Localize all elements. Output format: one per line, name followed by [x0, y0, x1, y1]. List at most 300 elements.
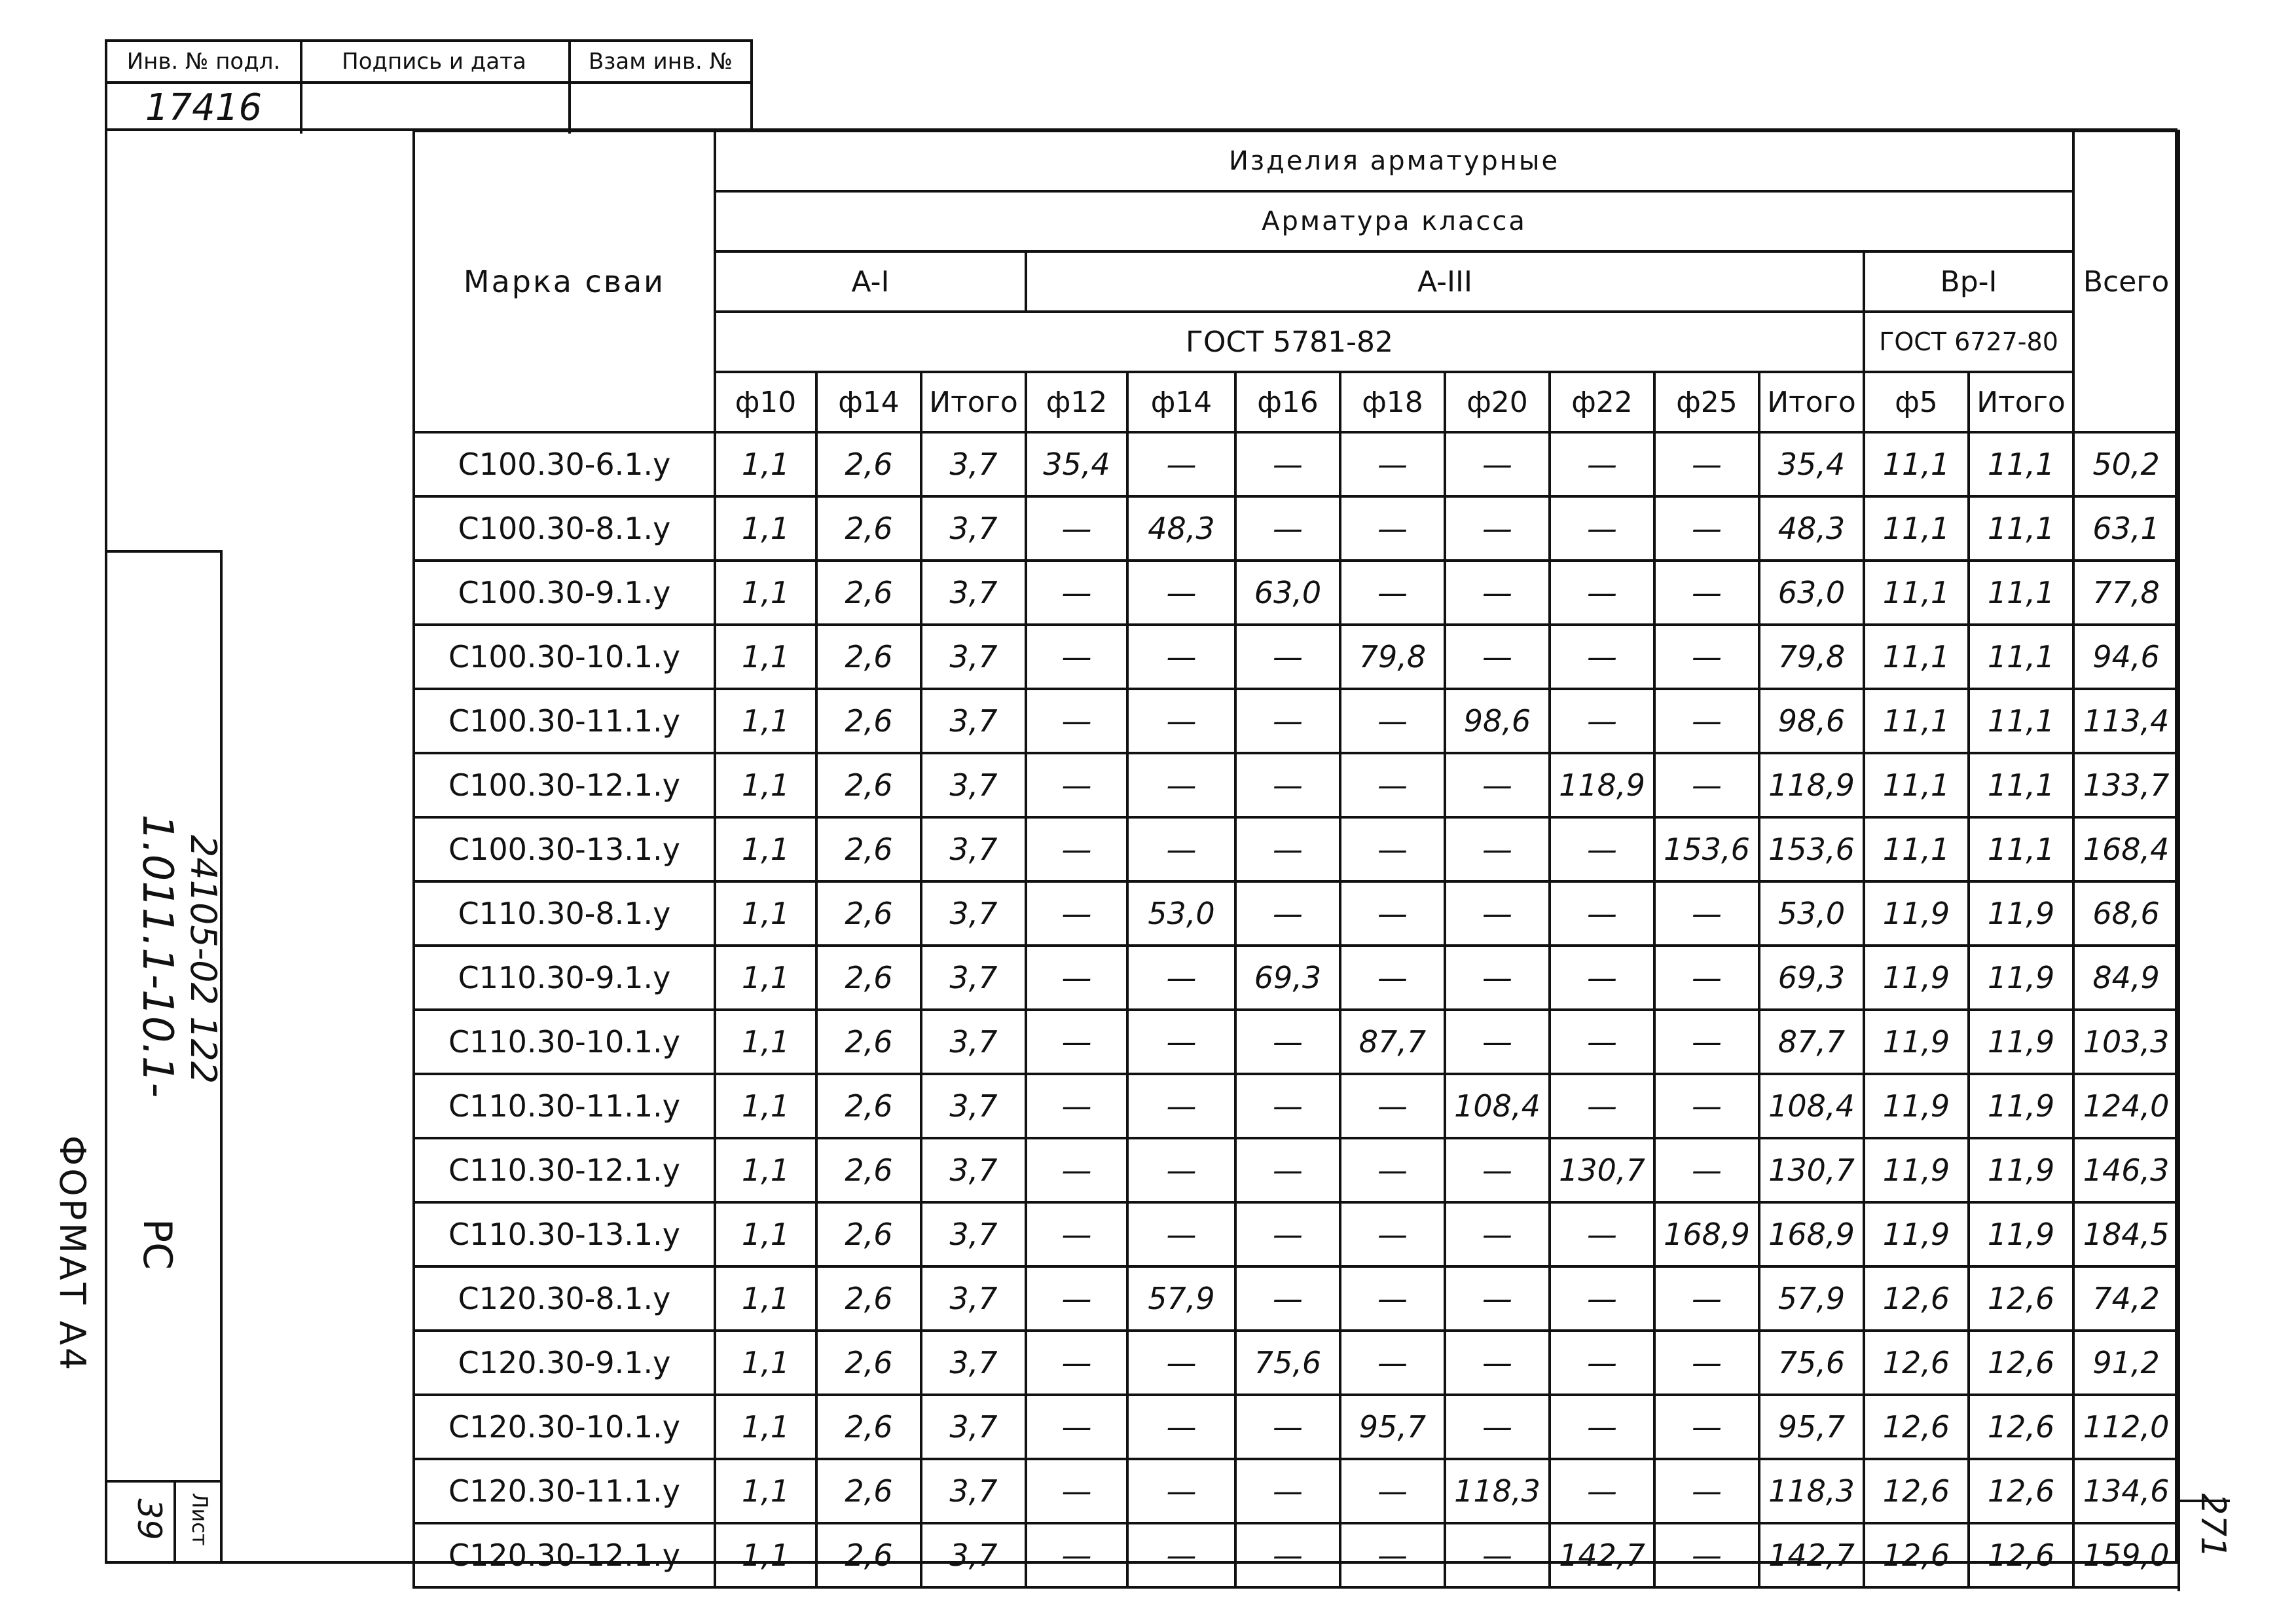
value-cell: —: [1654, 1074, 1759, 1138]
value-cell: 11,1: [1969, 753, 2073, 817]
value-cell: 2,6: [816, 432, 921, 496]
value-cell: —: [1340, 1202, 1445, 1266]
value-cell: —: [1340, 946, 1445, 1010]
value-cell: 1,1: [715, 881, 816, 946]
pile-mark-cell: С120.30-10.1.у: [414, 1395, 715, 1459]
value-cell: —: [1026, 753, 1127, 817]
stamp-replacement-value: [568, 81, 753, 134]
table-row: [414, 1266, 2179, 1331]
value-cell: 11,1: [1969, 496, 2073, 561]
table-row: [414, 1331, 2179, 1395]
table-row: [414, 753, 2179, 817]
pile-mark-cell: С110.30-11.1.у: [414, 1074, 715, 1138]
value-cell: —: [1445, 881, 1550, 946]
pile-mark-cell: С120.30-9.1.у: [414, 1331, 715, 1395]
value-cell: 12,6: [1969, 1266, 2073, 1331]
value-cell: —: [1026, 1010, 1127, 1074]
value-cell: —: [1235, 1138, 1340, 1202]
value-cell: —: [1127, 1523, 1235, 1587]
value-cell: —: [1654, 1138, 1759, 1202]
value-cell: 3,7: [921, 1459, 1026, 1523]
value-cell: 2,6: [816, 1266, 921, 1331]
value-cell: —: [1235, 1010, 1340, 1074]
value-cell: —: [1235, 496, 1340, 561]
table-row: [414, 561, 2179, 625]
value-cell: 12,6: [1864, 1523, 1969, 1587]
value-cell: —: [1340, 1331, 1445, 1395]
value-cell: —: [1445, 1266, 1550, 1331]
value-cell: 94,6: [2073, 625, 2179, 689]
pile-mark-cell: С100.30-8.1.у: [414, 496, 715, 561]
value-cell: —: [1654, 1331, 1759, 1395]
value-cell: 118,3: [1445, 1459, 1550, 1523]
value-cell: 3,7: [921, 881, 1026, 946]
value-cell: —: [1445, 1523, 1550, 1587]
value-cell: —: [1550, 496, 1654, 561]
value-cell: 12,6: [1969, 1459, 2073, 1523]
value-cell: 12,6: [1969, 1523, 2073, 1587]
value-cell: —: [1654, 1459, 1759, 1523]
header-pile-brand: Марка сваи: [414, 131, 715, 432]
value-cell: 35,4: [1759, 432, 1864, 496]
stamp-header-inv-number: Инв. № подл.: [107, 42, 302, 84]
value-cell: —: [1026, 625, 1127, 689]
value-cell: 11,9: [1864, 1010, 1969, 1074]
value-cell: 63,0: [1235, 561, 1340, 625]
value-cell: —: [1026, 1395, 1127, 1459]
value-cell: —: [1340, 1138, 1445, 1202]
value-cell: —: [1445, 1010, 1550, 1074]
value-cell: —: [1550, 432, 1654, 496]
value-cell: 48,3: [1127, 496, 1235, 561]
value-cell: 11,9: [1864, 946, 1969, 1010]
table-row: [414, 625, 2179, 689]
table-row: [414, 817, 2179, 881]
value-cell: 153,6: [1759, 817, 1864, 881]
value-cell: 63,0: [1759, 561, 1864, 625]
value-cell: 77,8: [2073, 561, 2179, 625]
value-cell: —: [1654, 561, 1759, 625]
value-cell: 11,1: [1969, 625, 2073, 689]
pile-mark-cell: С100.30-12.1.у: [414, 753, 715, 817]
value-cell: 130,7: [1550, 1138, 1654, 1202]
value-cell: 84,9: [2073, 946, 2179, 1010]
value-cell: —: [1654, 881, 1759, 946]
value-cell: —: [1445, 1138, 1550, 1202]
value-cell: 11,1: [1969, 817, 2073, 881]
value-cell: —: [1654, 753, 1759, 817]
value-cell: 2,6: [816, 496, 921, 561]
value-cell: —: [1026, 1138, 1127, 1202]
value-cell: 79,8: [1759, 625, 1864, 689]
value-cell: —: [1127, 1138, 1235, 1202]
approval-stamp: [105, 39, 753, 131]
value-cell: 75,6: [1759, 1331, 1864, 1395]
value-cell: —: [1550, 625, 1654, 689]
subheader-1: ф14: [816, 372, 921, 432]
value-cell: 2,6: [816, 1010, 921, 1074]
value-cell: 2,6: [816, 1459, 921, 1523]
value-cell: —: [1654, 496, 1759, 561]
value-cell: 3,7: [921, 946, 1026, 1010]
value-cell: 98,6: [1445, 689, 1550, 753]
value-cell: 12,6: [1864, 1459, 1969, 1523]
value-cell: 12,6: [1969, 1331, 2073, 1395]
header-class-a3: A-III: [1026, 251, 1864, 312]
value-cell: 168,4: [2073, 817, 2179, 881]
value-cell: 11,9: [1969, 946, 2073, 1010]
subheader-8: ф22: [1550, 372, 1654, 432]
table-row: [414, 1074, 2179, 1138]
table-row: [414, 1010, 2179, 1074]
value-cell: 1,1: [715, 432, 816, 496]
value-cell: —: [1340, 689, 1445, 753]
value-cell: —: [1235, 1202, 1340, 1266]
value-cell: —: [1127, 561, 1235, 625]
value-cell: 3,7: [921, 1138, 1026, 1202]
value-cell: 11,1: [1864, 432, 1969, 496]
table-row: [414, 1202, 2179, 1266]
value-cell: 3,7: [921, 689, 1026, 753]
value-cell: 2,6: [816, 1202, 921, 1266]
value-cell: —: [1445, 496, 1550, 561]
value-cell: 153,6: [1654, 817, 1759, 881]
value-cell: 98,6: [1759, 689, 1864, 753]
value-cell: 168,9: [1654, 1202, 1759, 1266]
value-cell: —: [1550, 881, 1654, 946]
value-cell: —: [1235, 1395, 1340, 1459]
value-cell: —: [1340, 753, 1445, 817]
subheader-2: Итого: [921, 372, 1026, 432]
stamp-header-signature-date: Подпись и дата: [300, 42, 571, 84]
value-cell: —: [1026, 1266, 1127, 1331]
value-cell: 108,4: [1759, 1074, 1864, 1138]
value-cell: —: [1026, 1523, 1127, 1587]
value-cell: 2,6: [816, 946, 921, 1010]
table-row: [414, 1138, 2179, 1202]
value-cell: 11,1: [1864, 689, 1969, 753]
header-gost-5781: ГОСТ 5781-82: [715, 312, 1864, 372]
strip-divider: [105, 1480, 223, 1483]
value-cell: 57,9: [1127, 1266, 1235, 1331]
value-cell: 134,6: [2073, 1459, 2179, 1523]
value-cell: 11,1: [1864, 817, 1969, 881]
value-cell: —: [1235, 753, 1340, 817]
table-row: [414, 1523, 2179, 1587]
value-cell: 103,3: [2073, 1010, 2179, 1074]
value-cell: —: [1445, 817, 1550, 881]
value-cell: 11,9: [1969, 881, 2073, 946]
value-cell: 95,7: [1340, 1395, 1445, 1459]
value-cell: —: [1026, 1331, 1127, 1395]
value-cell: —: [1026, 561, 1127, 625]
value-cell: —: [1445, 432, 1550, 496]
header-reinforcement-class: Арматура класса: [715, 191, 2073, 251]
value-cell: 1,1: [715, 1202, 816, 1266]
value-cell: —: [1340, 432, 1445, 496]
value-cell: —: [1445, 1395, 1550, 1459]
pile-mark-cell: С120.30-8.1.у: [414, 1266, 715, 1331]
value-cell: —: [1550, 1331, 1654, 1395]
header-class-a1: A-I: [715, 251, 1026, 312]
value-cell: 35,4: [1026, 432, 1127, 496]
value-cell: 1,1: [715, 1459, 816, 1523]
stamp-inv-number-value: 17416: [107, 81, 302, 134]
value-cell: 1,1: [715, 1266, 816, 1331]
value-cell: —: [1235, 1266, 1340, 1331]
value-cell: —: [1654, 689, 1759, 753]
value-cell: 1,1: [715, 817, 816, 881]
value-cell: —: [1340, 561, 1445, 625]
table-row: [414, 432, 2179, 496]
value-cell: 11,9: [1969, 1074, 2073, 1138]
value-cell: 2,6: [816, 1074, 921, 1138]
header-gost-6727: ГОСТ 6727-80: [1864, 312, 2073, 372]
value-cell: —: [1340, 1074, 1445, 1138]
value-cell: 1,1: [715, 561, 816, 625]
value-cell: —: [1340, 1523, 1445, 1587]
value-cell: 1,1: [715, 1523, 816, 1587]
value-cell: 53,0: [1127, 881, 1235, 946]
subheader-4: ф14: [1127, 372, 1235, 432]
value-cell: —: [1026, 1202, 1127, 1266]
value-cell: 2,6: [816, 1395, 921, 1459]
value-cell: 11,1: [1864, 496, 1969, 561]
table-row: [414, 946, 2179, 1010]
value-cell: —: [1654, 625, 1759, 689]
value-cell: 11,1: [1864, 753, 1969, 817]
value-cell: 3,7: [921, 1266, 1026, 1331]
value-cell: —: [1340, 817, 1445, 881]
pile-mark-cell: С110.30-8.1.у: [414, 881, 715, 946]
value-cell: 3,7: [921, 496, 1026, 561]
value-cell: —: [1235, 1459, 1340, 1523]
value-cell: —: [1654, 1523, 1759, 1587]
value-cell: 63,1: [2073, 496, 2179, 561]
table-row: [414, 496, 2179, 561]
value-cell: —: [1127, 1202, 1235, 1266]
value-cell: —: [1127, 625, 1235, 689]
value-cell: 3,7: [921, 817, 1026, 881]
value-cell: —: [1550, 946, 1654, 1010]
pile-mark-cell: С100.30-6.1.у: [414, 432, 715, 496]
value-cell: —: [1445, 1331, 1550, 1395]
value-cell: —: [1127, 432, 1235, 496]
value-cell: —: [1235, 689, 1340, 753]
page-number: 271: [2193, 1493, 2232, 1559]
table-row: [414, 1395, 2179, 1459]
value-cell: 11,9: [1864, 881, 1969, 946]
value-cell: 124,0: [2073, 1074, 2179, 1138]
value-cell: 146,3: [2073, 1138, 2179, 1202]
value-cell: 2,6: [816, 689, 921, 753]
header-reinforcement-products: Изделия арматурные: [715, 131, 2073, 191]
value-cell: 1,1: [715, 496, 816, 561]
value-cell: 118,9: [1550, 753, 1654, 817]
value-cell: —: [1340, 496, 1445, 561]
value-cell: 11,9: [1969, 1202, 2073, 1266]
sheet-number: 39: [130, 1498, 168, 1540]
value-cell: —: [1235, 881, 1340, 946]
value-cell: 91,2: [2073, 1331, 2179, 1395]
value-cell: 11,9: [1864, 1202, 1969, 1266]
subheader-0: ф10: [715, 372, 816, 432]
value-cell: —: [1654, 432, 1759, 496]
value-cell: —: [1235, 1074, 1340, 1138]
value-cell: 2,6: [816, 1138, 921, 1202]
value-cell: —: [1445, 946, 1550, 1010]
value-cell: —: [1026, 946, 1127, 1010]
value-cell: —: [1550, 561, 1654, 625]
value-cell: 11,9: [1969, 1010, 2073, 1074]
pile-mark-cell: С100.30-13.1.у: [414, 817, 715, 881]
value-cell: 11,1: [1969, 561, 2073, 625]
stamp-header-replacement-inv: Взам инв. №: [568, 42, 753, 84]
value-cell: 95,7: [1759, 1395, 1864, 1459]
value-cell: 3,7: [921, 561, 1026, 625]
value-cell: 53,0: [1759, 881, 1864, 946]
series-designation: 1.011.1-10.1-: [133, 814, 181, 1098]
value-cell: —: [1127, 753, 1235, 817]
value-cell: 79,8: [1340, 625, 1445, 689]
subheader-7: ф20: [1445, 372, 1550, 432]
value-cell: 87,7: [1340, 1010, 1445, 1074]
value-cell: —: [1654, 1010, 1759, 1074]
value-cell: 11,1: [1969, 689, 2073, 753]
value-cell: —: [1550, 689, 1654, 753]
value-cell: 1,1: [715, 753, 816, 817]
value-cell: 74,2: [2073, 1266, 2179, 1331]
value-cell: 1,1: [715, 1395, 816, 1459]
pile-mark-cell: С100.30-10.1.у: [414, 625, 715, 689]
value-cell: —: [1127, 1331, 1235, 1395]
value-cell: 11,1: [1969, 432, 2073, 496]
value-cell: 75,6: [1235, 1331, 1340, 1395]
subheader-6: ф18: [1340, 372, 1445, 432]
header-total: Всего: [2073, 131, 2179, 432]
value-cell: 3,7: [921, 625, 1026, 689]
pile-mark-cell: С120.30-12.1.у: [414, 1523, 715, 1587]
value-cell: —: [1445, 753, 1550, 817]
value-cell: —: [1026, 817, 1127, 881]
value-cell: 2,6: [816, 753, 921, 817]
format-label: ФОРМАТ А4: [52, 1135, 93, 1373]
value-cell: —: [1445, 561, 1550, 625]
value-cell: —: [1445, 1202, 1550, 1266]
value-cell: 11,1: [1864, 561, 1969, 625]
value-cell: —: [1340, 1459, 1445, 1523]
value-cell: —: [1026, 1459, 1127, 1523]
value-cell: 3,7: [921, 1331, 1026, 1395]
subheader-9: ф25: [1654, 372, 1759, 432]
value-cell: 68,6: [2073, 881, 2179, 946]
strip-sheet-divider: [173, 1480, 176, 1564]
value-cell: 2,6: [816, 881, 921, 946]
value-cell: —: [1235, 1523, 1340, 1587]
value-cell: 12,6: [1864, 1395, 1969, 1459]
value-cell: 69,3: [1235, 946, 1340, 1010]
value-cell: 2,6: [816, 1331, 921, 1395]
value-cell: 3,7: [921, 1074, 1026, 1138]
value-cell: 118,9: [1759, 753, 1864, 817]
subheader-11: ф5: [1864, 372, 1969, 432]
value-cell: 12,6: [1864, 1331, 1969, 1395]
value-cell: 130,7: [1759, 1138, 1864, 1202]
value-cell: 2,6: [816, 625, 921, 689]
value-cell: 2,6: [816, 561, 921, 625]
value-cell: —: [1654, 1266, 1759, 1331]
value-cell: 142,7: [1550, 1523, 1654, 1587]
value-cell: —: [1235, 625, 1340, 689]
value-cell: —: [1026, 1074, 1127, 1138]
value-cell: 3,7: [921, 432, 1026, 496]
value-cell: 2,6: [816, 1523, 921, 1587]
value-cell: 1,1: [715, 1331, 816, 1395]
value-cell: 11,9: [1969, 1138, 2073, 1202]
value-cell: —: [1340, 881, 1445, 946]
value-cell: 57,9: [1759, 1266, 1864, 1331]
value-cell: —: [1654, 1395, 1759, 1459]
value-cell: —: [1127, 817, 1235, 881]
value-cell: 11,9: [1864, 1138, 1969, 1202]
value-cell: —: [1235, 817, 1340, 881]
pile-mark-cell: С110.30-9.1.у: [414, 946, 715, 1010]
value-cell: 118,3: [1759, 1459, 1864, 1523]
value-cell: —: [1550, 1074, 1654, 1138]
value-cell: —: [1654, 946, 1759, 1010]
stamp-signature-value: [300, 81, 571, 134]
value-cell: 11,9: [1864, 1074, 1969, 1138]
pile-mark-cell: С110.30-12.1.у: [414, 1138, 715, 1202]
value-cell: 87,7: [1759, 1010, 1864, 1074]
archive-code: 24105-02 122: [183, 834, 224, 1084]
value-cell: —: [1026, 496, 1127, 561]
value-cell: 48,3: [1759, 496, 1864, 561]
value-cell: —: [1127, 1395, 1235, 1459]
subheader-5: ф16: [1235, 372, 1340, 432]
pile-mark-cell: С120.30-11.1.у: [414, 1459, 715, 1523]
value-cell: 1,1: [715, 1074, 816, 1138]
value-cell: —: [1550, 1010, 1654, 1074]
value-cell: 50,2: [2073, 432, 2179, 496]
value-cell: —: [1550, 1202, 1654, 1266]
value-cell: 3,7: [921, 1395, 1026, 1459]
value-cell: 133,7: [2073, 753, 2179, 817]
subheader-10: Итого: [1759, 372, 1864, 432]
pile-mark-cell: С100.30-9.1.у: [414, 561, 715, 625]
value-cell: —: [1550, 817, 1654, 881]
value-cell: 159,0: [2073, 1523, 2179, 1587]
value-cell: —: [1127, 1459, 1235, 1523]
value-cell: 142,7: [1759, 1523, 1864, 1587]
value-cell: 1,1: [715, 689, 816, 753]
table-row: [414, 1459, 2179, 1523]
value-cell: —: [1550, 1395, 1654, 1459]
value-cell: —: [1235, 432, 1340, 496]
value-cell: —: [1127, 1074, 1235, 1138]
pile-mark-cell: С110.30-10.1.у: [414, 1010, 715, 1074]
subheader-3: ф12: [1026, 372, 1127, 432]
value-cell: —: [1550, 1459, 1654, 1523]
value-cell: 2,6: [816, 817, 921, 881]
value-cell: 113,4: [2073, 689, 2179, 753]
value-cell: 1,1: [715, 1010, 816, 1074]
value-cell: 11,1: [1864, 625, 1969, 689]
value-cell: —: [1340, 1266, 1445, 1331]
value-cell: 168,9: [1759, 1202, 1864, 1266]
value-cell: —: [1550, 1266, 1654, 1331]
value-cell: 1,1: [715, 946, 816, 1010]
